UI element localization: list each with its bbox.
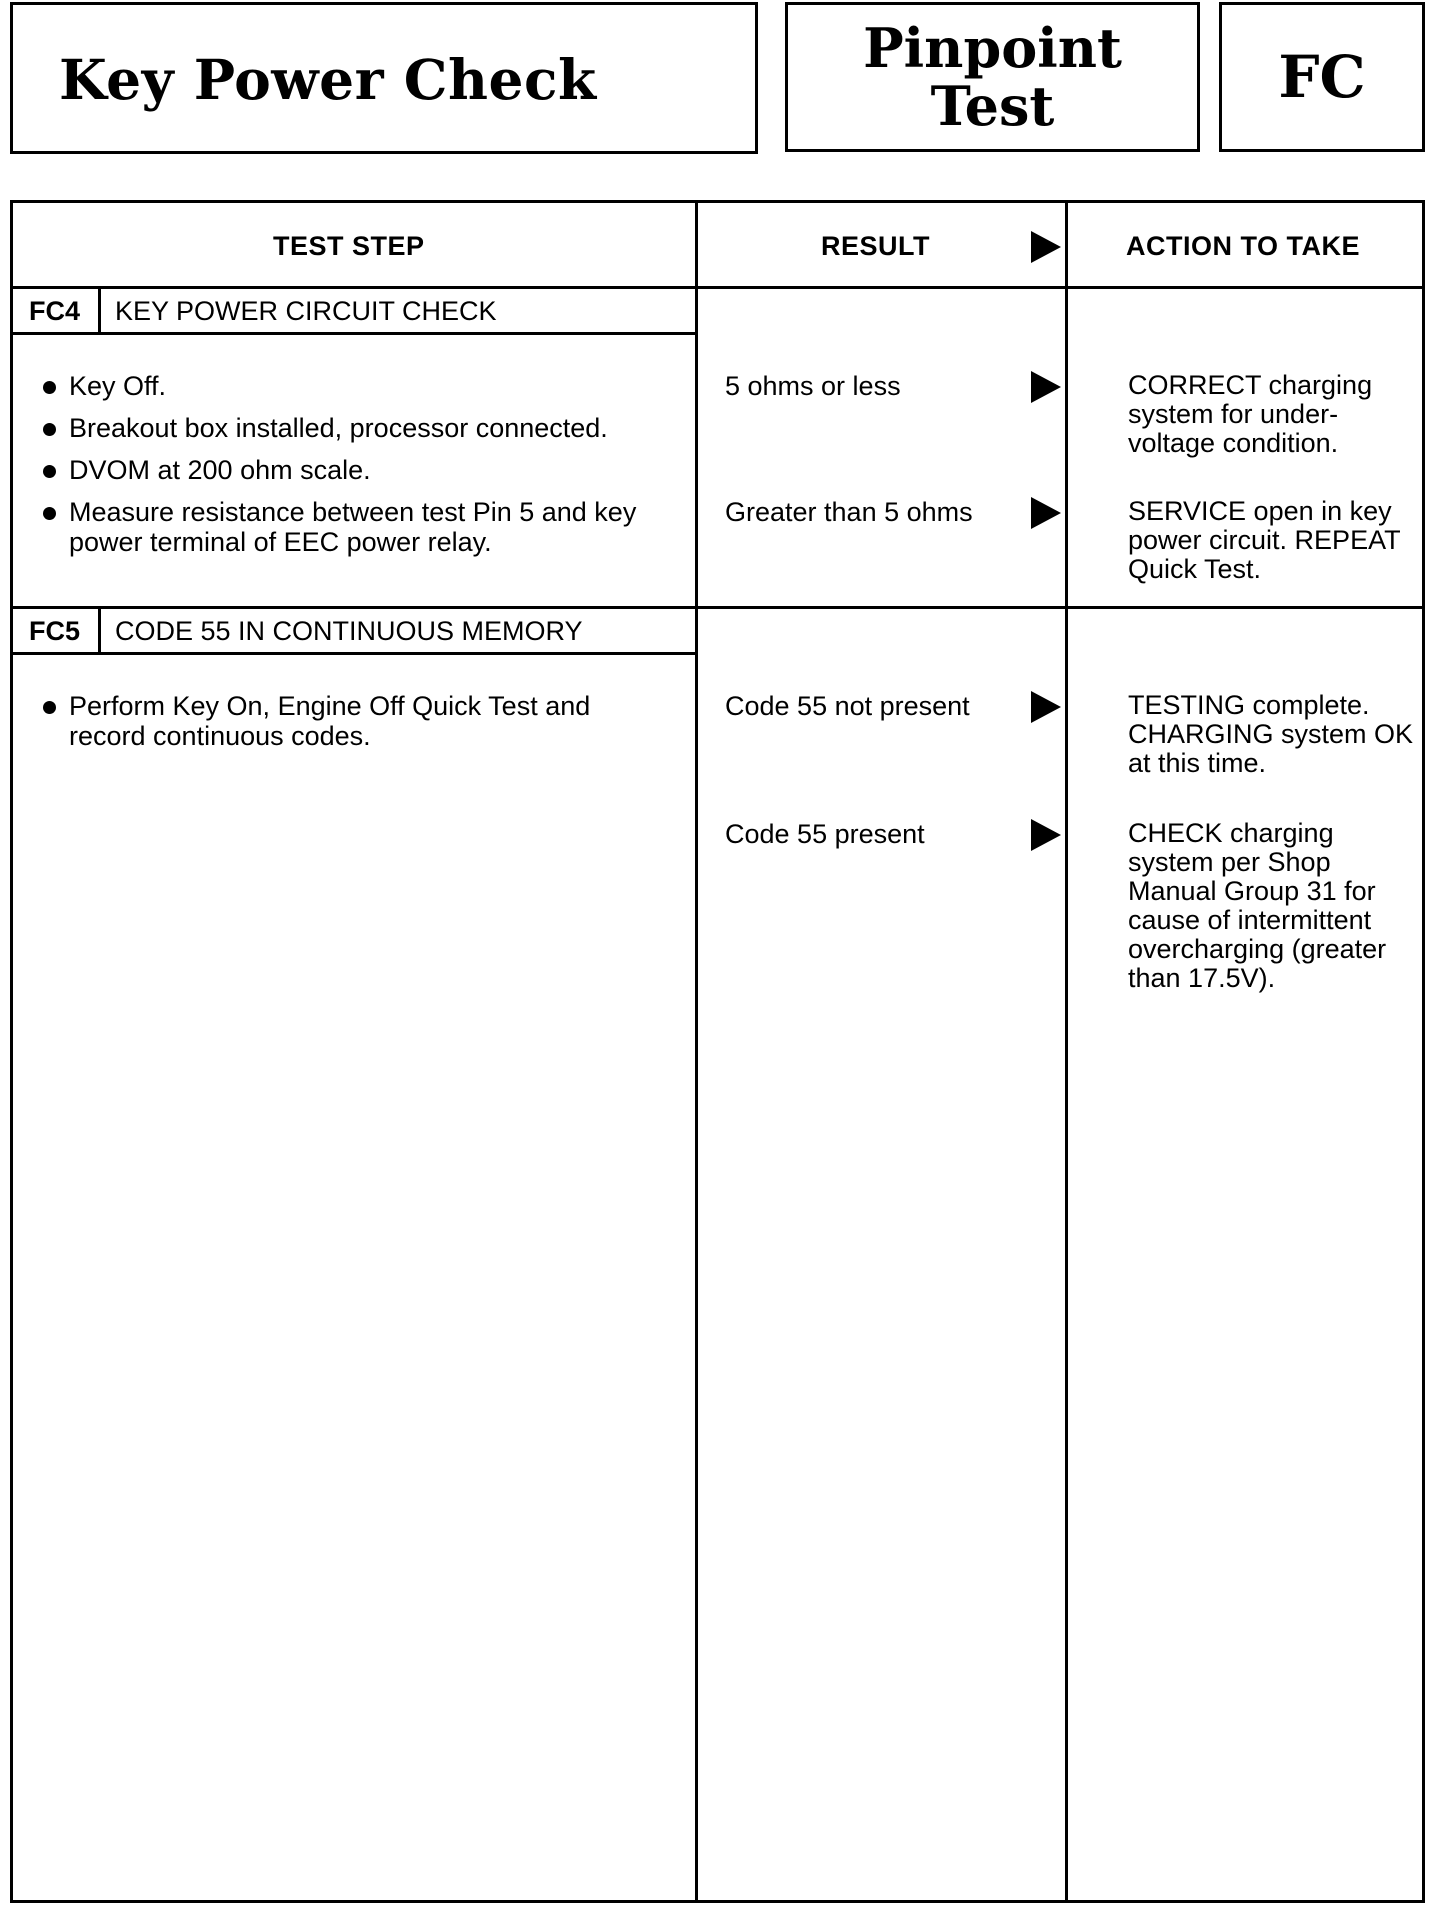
step-title: CODE 55 IN CONTINUOUS MEMORY: [115, 616, 583, 646]
column-divider-result: [695, 203, 698, 1900]
action-text: SERVICE open in key power circuit. REPEAT Quick Test.: [1128, 496, 1401, 584]
step-title: KEY POWER CIRCUIT CHECK: [115, 296, 497, 326]
result-text: Code 55 present: [725, 819, 925, 849]
action-text: CORRECT charging system for under-voltage condition.: [1128, 370, 1373, 458]
header-row-divider: [13, 286, 1422, 289]
pinpoint-line-2: Test: [930, 74, 1055, 138]
bullet-item: Perform Key On, Engine Off Quick Test and record continuous codes.: [41, 691, 661, 751]
result-arrow-icon: [1031, 497, 1061, 529]
test-code: FC: [1278, 43, 1366, 111]
bullet-item: Breakout box installed, processor connected.: [41, 413, 681, 443]
pinpoint-line-1: Pinpoint: [863, 16, 1122, 80]
column-header-test-step: TEST STEP: [273, 231, 425, 261]
step-bullets: [41, 691, 661, 763]
step-title-underline: [13, 332, 695, 335]
title-box: [10, 2, 758, 154]
step-id: FC4: [29, 296, 81, 326]
bullet-item: DVOM at 200 ohm scale.: [41, 455, 681, 485]
result-text: Greater than 5 ohms: [725, 497, 973, 527]
pinpoint-test-label: [788, 16, 1197, 138]
result-arrow-icon: [1031, 819, 1061, 851]
result-text: Code 55 not present: [725, 691, 970, 721]
bullet-item: Key Off.: [41, 371, 681, 401]
header-arrow-icon: [1031, 231, 1061, 263]
result-arrow-icon: [1031, 371, 1061, 403]
page-title: Key Power Check: [59, 47, 597, 112]
action-text: TESTING complete. CHARGING system OK at this time.: [1128, 690, 1414, 778]
pinpoint-test-table: [10, 200, 1425, 1903]
pinpoint-test-box: [785, 2, 1200, 152]
result-text: 5 ohms or less: [725, 371, 901, 401]
action-text: CHECK charging system per Shop Manual Group 31 for cause of intermittent overcharging (greater than 17.5V).: [1128, 818, 1387, 993]
column-header-result: RESULT: [821, 231, 930, 261]
step-divider: [13, 606, 1422, 609]
result-arrow-icon: [1031, 691, 1061, 723]
step-id-divider: [98, 609, 101, 654]
test-code-box: [1219, 2, 1425, 152]
bullet-item: Measure resistance between test Pin 5 and key power terminal of EEC power relay.: [41, 497, 681, 557]
step-title-underline: [13, 652, 695, 655]
step-bullets: [41, 371, 681, 569]
step-id: FC5: [29, 616, 81, 646]
step-id-divider: [98, 289, 101, 334]
column-divider-action: [1065, 203, 1068, 1900]
column-header-action: ACTION TO TAKE: [1126, 231, 1360, 261]
